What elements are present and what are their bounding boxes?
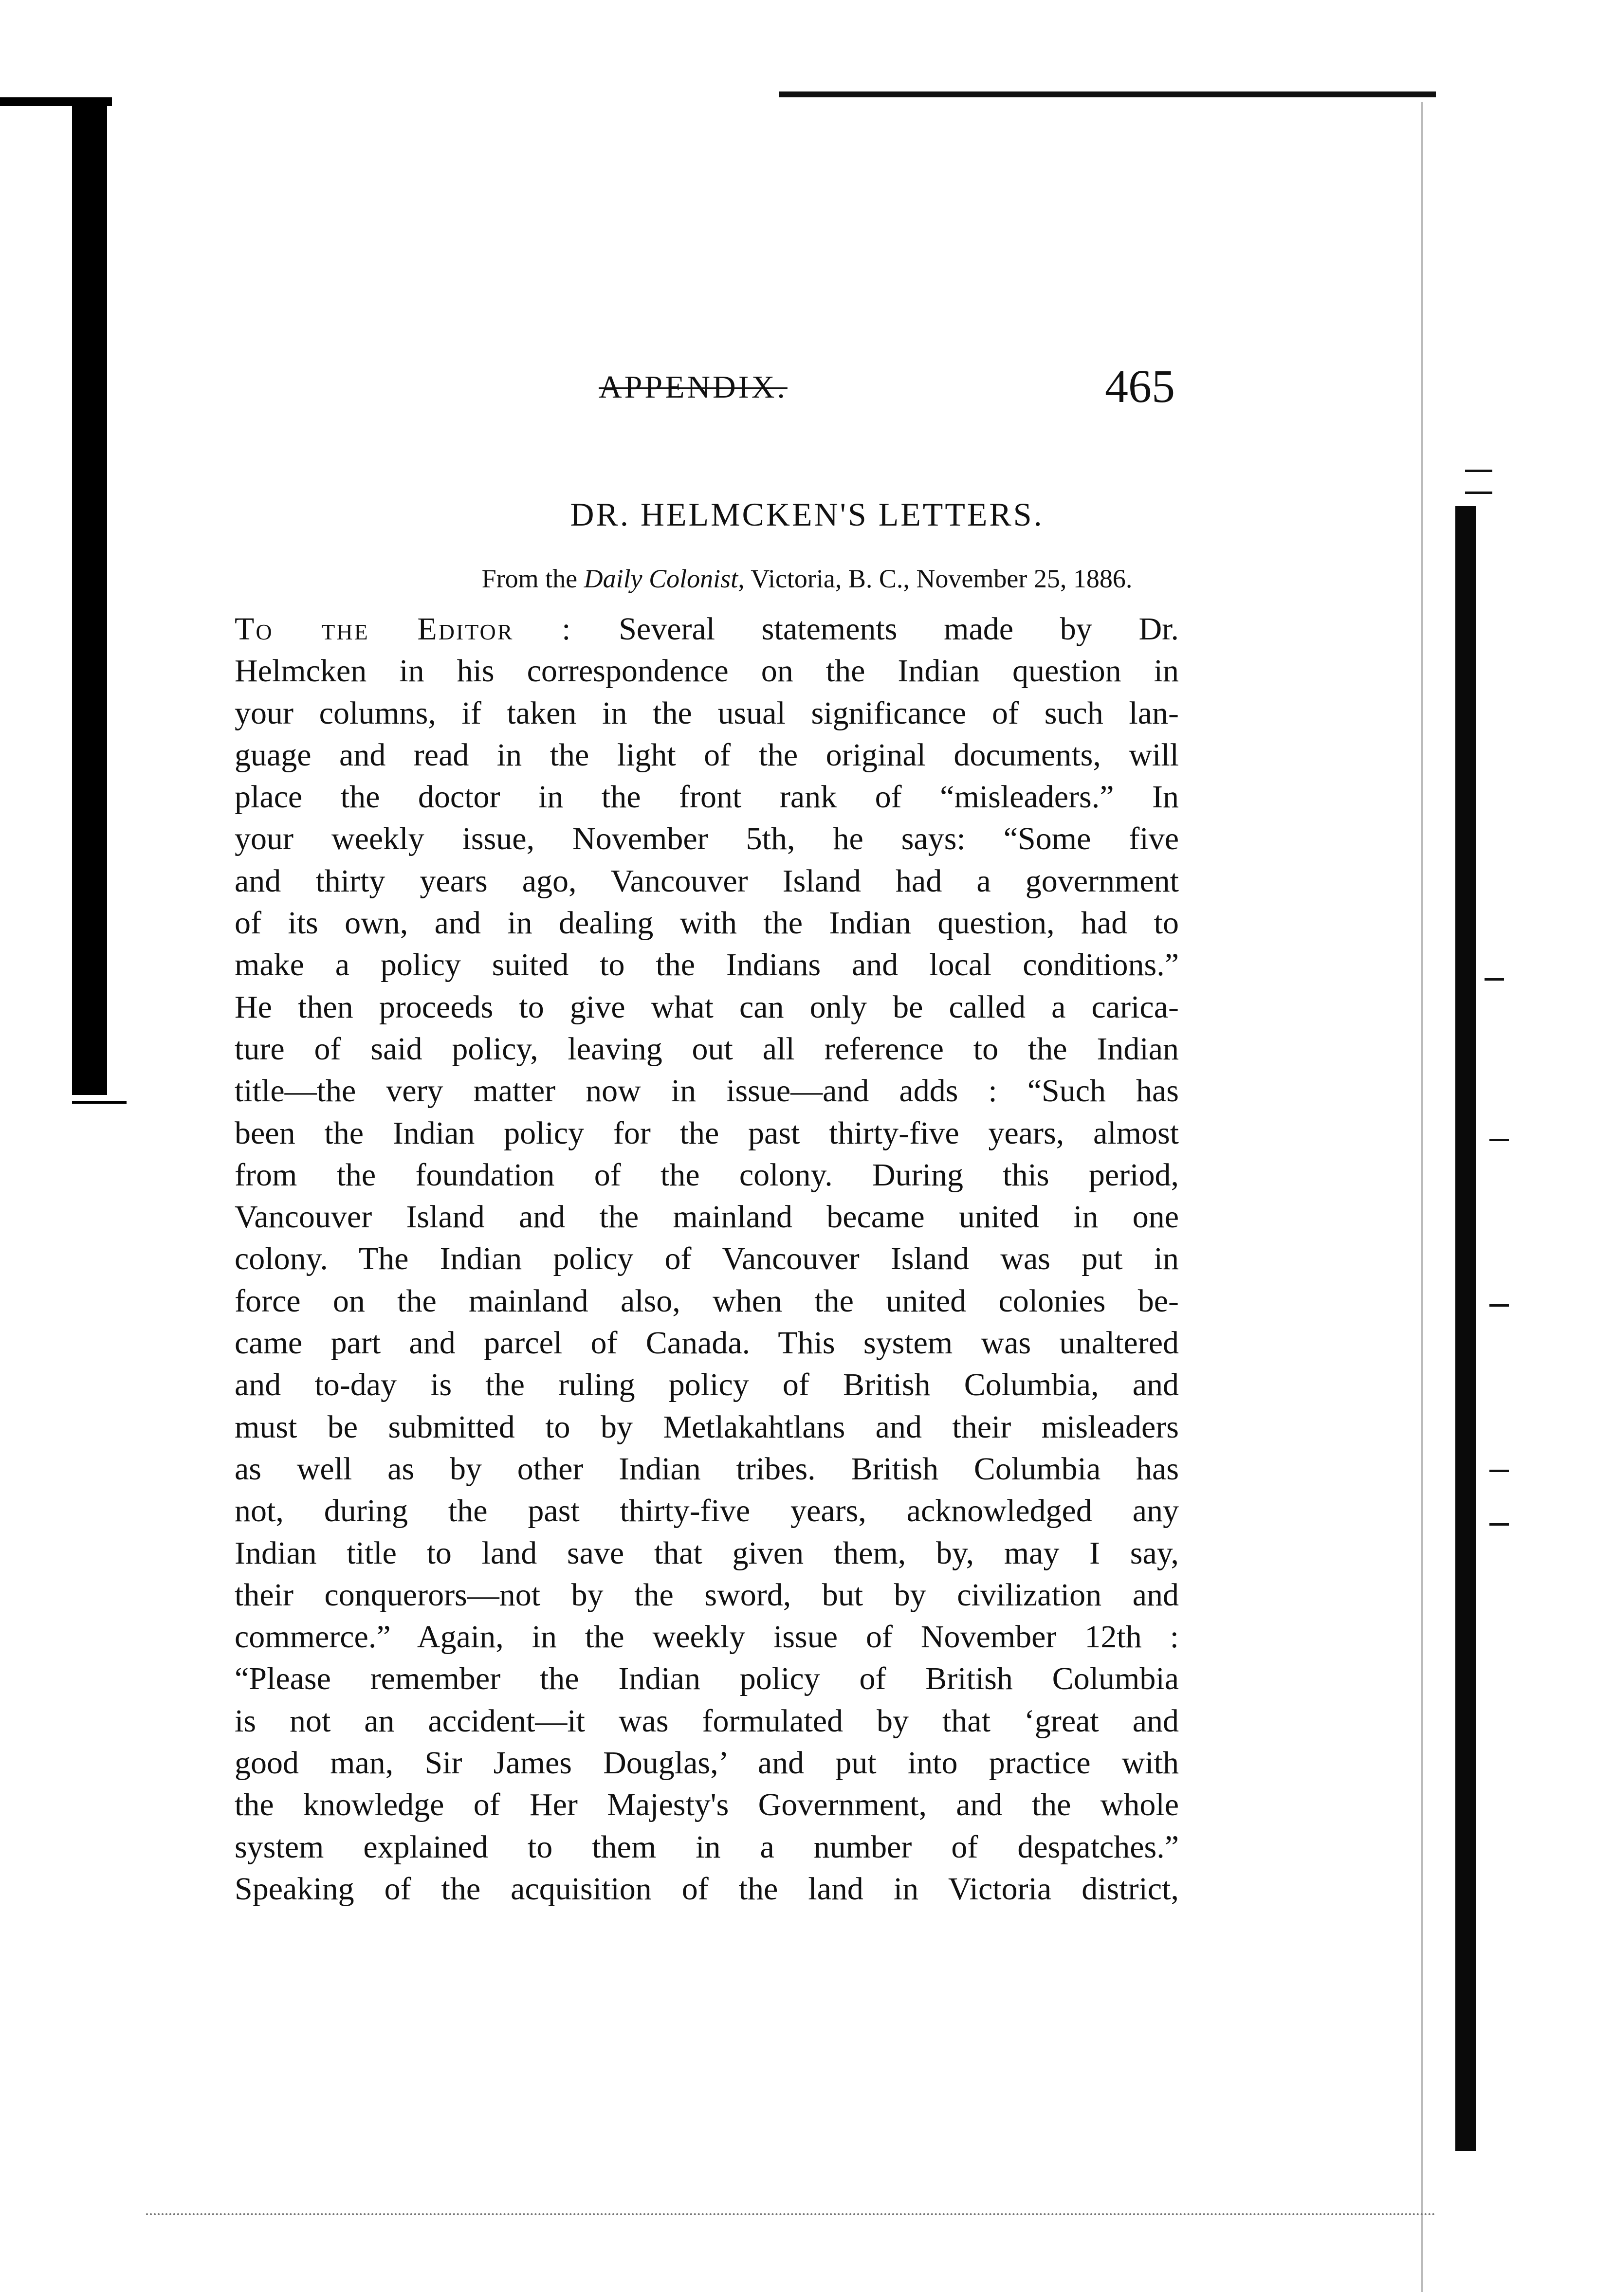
body-line: colony. The Indian policy of Vancouver Island was put in <box>235 1241 1179 1277</box>
scan-edge-right-tick <box>1489 1470 1509 1472</box>
letter-body <box>235 608 1179 1910</box>
body-line: as well as by other Indian tribes. British Columbia has <box>235 1451 1179 1487</box>
body-line: place the doctor in the front rank of “misleaders.” In <box>235 779 1179 815</box>
body-line: “Please remember the Indian policy of British Columbia <box>235 1661 1179 1697</box>
body-line: and thirty years ago, Vancouver Island had a government <box>235 863 1179 899</box>
body-line: commerce.” Again, in the weekly issue of November 12th : <box>235 1619 1179 1655</box>
scan-edge-top-dash <box>779 91 789 97</box>
scan-edge-right-bar <box>1455 506 1476 2151</box>
page-header <box>599 359 1183 413</box>
letter-title: DR. HELMCKEN'S LETTERS. <box>570 496 1044 533</box>
body-line: not, during the past thirty-five years, acknowledged any <box>235 1493 1179 1529</box>
body-line: your weekly issue, November 5th, he says: “Some five <box>235 821 1179 857</box>
body-line: came part and parcel of Canada. This system was unaltered <box>235 1325 1179 1361</box>
body-line: He then proceeds to give what can only be called a carica- <box>235 989 1179 1025</box>
scan-edge-right-tick <box>1465 492 1492 494</box>
scan-edge-right-tick <box>1489 1139 1509 1141</box>
scan-edge-right-tick <box>1489 1523 1509 1526</box>
scan-edge-right-thin <box>1421 102 1423 2292</box>
body-line-text: Several statements made by Dr. <box>619 611 1179 647</box>
body-line: Vancouver Island and the mainland became united in one <box>235 1199 1179 1235</box>
body-line: make a policy suited to the Indians and local conditions.” <box>235 947 1179 983</box>
body-line: your columns, if taken in the usual significance of such lan- <box>235 695 1179 731</box>
body-line: Speaking of the acquisition of the land in Victoria district, <box>235 1871 1179 1907</box>
source-prefix: From the <box>481 564 578 593</box>
source-place-date: Victoria, B. C., November 25, 1886. <box>751 564 1133 593</box>
page-number: 465 <box>1105 360 1175 412</box>
scan-edge-right-tick <box>1465 470 1492 472</box>
scan-edge-left-tick <box>72 1101 127 1104</box>
body-line: guage and read in the light of the original documents, will <box>235 737 1179 773</box>
scan-edge-top-rule <box>779 91 1436 97</box>
body-line: system explained to them in a number of despatches.” <box>235 1829 1179 1865</box>
running-head: APPENDIX. <box>599 369 788 405</box>
body-line: the knowledge of Her Majesty's Government, and the whole <box>235 1787 1179 1823</box>
body-line: title—the very matter now in issue—and adds : “Such has <box>235 1073 1179 1109</box>
body-line: from the foundation of the colony. During this period, <box>235 1157 1179 1193</box>
body-line: and to-day is the ruling policy of British Columbia, and <box>235 1367 1179 1403</box>
body-line: force on the mainland also, when the united colonies be- <box>235 1283 1179 1319</box>
scan-edge-right-tick <box>1489 1304 1509 1307</box>
body-line: good man, Sir James Douglas,’ and put into practice with <box>235 1745 1179 1781</box>
body-line: ture of said policy, leaving out all reference to the Indian <box>235 1031 1179 1067</box>
body-line: Helmcken in his correspondence on the Indian question in <box>235 653 1179 689</box>
scan-edge-right-tick <box>1485 978 1504 981</box>
body-line-1 <box>235 608 1179 650</box>
body-line: been the Indian policy for the past thirty-five years, almost <box>235 1115 1179 1151</box>
body-line: Indian title to land save that given them, by, may I say, <box>235 1535 1179 1571</box>
source-line <box>0 564 1614 594</box>
body-line: must be submitted to by Metlakahtlans and their misleaders <box>235 1409 1179 1445</box>
body-line: is not an accident—it was formulated by that ‘great and <box>235 1703 1179 1739</box>
source-paper-name: Daily Colonist, <box>584 564 745 593</box>
body-line: of its own, and in dealing with the Indian question, had to <box>235 905 1179 941</box>
body-line: their conquerors—not by the sword, but by civilization and <box>235 1577 1179 1613</box>
scan-edge-left-bar <box>72 102 107 1095</box>
salutation: To the Editor : <box>235 611 572 647</box>
scan-edge-bottom-dots <box>146 2213 1436 2217</box>
